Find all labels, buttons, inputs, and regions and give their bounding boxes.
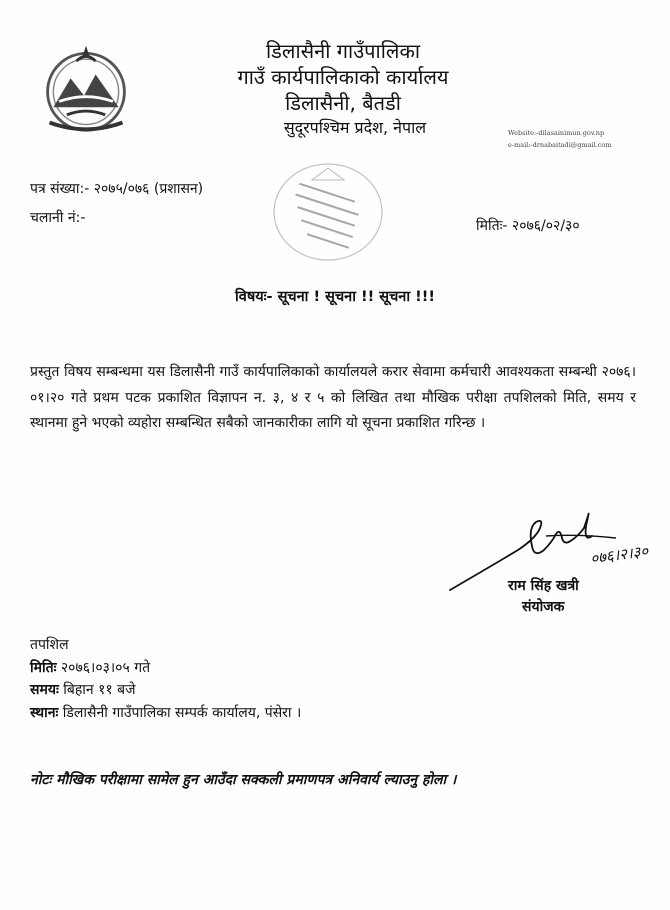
place-label: स्थानः — [30, 704, 59, 721]
dispatch-number: चलानी नं:- — [30, 210, 86, 226]
notice-subject: विषयः- सूचना ! सूचना !! सूचना !!! — [235, 289, 435, 305]
details-heading: तपशिल — [30, 637, 69, 653]
place-value: डिलासैनी गाउँपालिका सम्पर्क कार्यालय, पंसेरा । — [62, 704, 302, 721]
office-stamp-icon — [268, 158, 388, 266]
office-name-line2: गाउँ कार्यपालिकाको कार्यालय — [237, 65, 449, 89]
notice-note: नोटः मौखिक परीक्षामा सामेल हुन आउँदा सक्कली प्रमाणपत्र अनिवार्य ल्याउनु होला । — [30, 772, 457, 788]
details-date-row — [30, 657, 301, 680]
svg-text:०७६।२।३०: ०७६।२।३० — [589, 541, 650, 568]
signatory-name: राम सिंह खत्री — [508, 578, 579, 594]
time-label: समयः — [30, 682, 59, 698]
letter-date: मितिः- २०७६/०२/३० — [476, 218, 580, 234]
exam-details — [30, 634, 301, 724]
notice-body: प्रस्तुत विषय सम्बन्धमा यस डिलासैनी गाउँ कार्यपालिकाको कार्यालयले करार सेवामा कर्मचारी आवश्यकता सम्बन्धी २०७६।०१।२० गते प्रथम पटक प्रकाशित विज्ञापन न. ३, ४ र ५ को लिखित तथा मौखिक परीक्षा तपशिलको मिति, समय र स्थानमा हुने भएको व्यहोरा सम्बन्धित सबैको जानकारीका लागि यो सूचना प्रकाशित गरिन्छ । — [30, 364, 636, 431]
office-name-line1: डिलासैनी गाउँपालिका — [266, 39, 420, 63]
province-country: सुदूरपश्चिम प्रदेश, नेपाल — [283, 118, 427, 137]
date-value: २०७६।०३।०५ गते — [60, 659, 151, 676]
email-text: e-mail:-drnabaitadi@gmail.com — [508, 141, 612, 149]
details-place-row — [30, 702, 301, 725]
signatory-role: संयोजक — [522, 599, 565, 615]
office-address: डिलासैनी, बैतडी — [285, 91, 401, 115]
reference-number: पत्र संख्या:- २०७५/०७६ (प्रशासन) — [30, 181, 204, 197]
time-value: बिहान ११ बजे — [63, 682, 136, 698]
date-label: मितिः — [30, 659, 57, 676]
website-text: Website:-dilasainimun.gov.np — [508, 129, 605, 137]
details-time-row — [30, 679, 301, 702]
